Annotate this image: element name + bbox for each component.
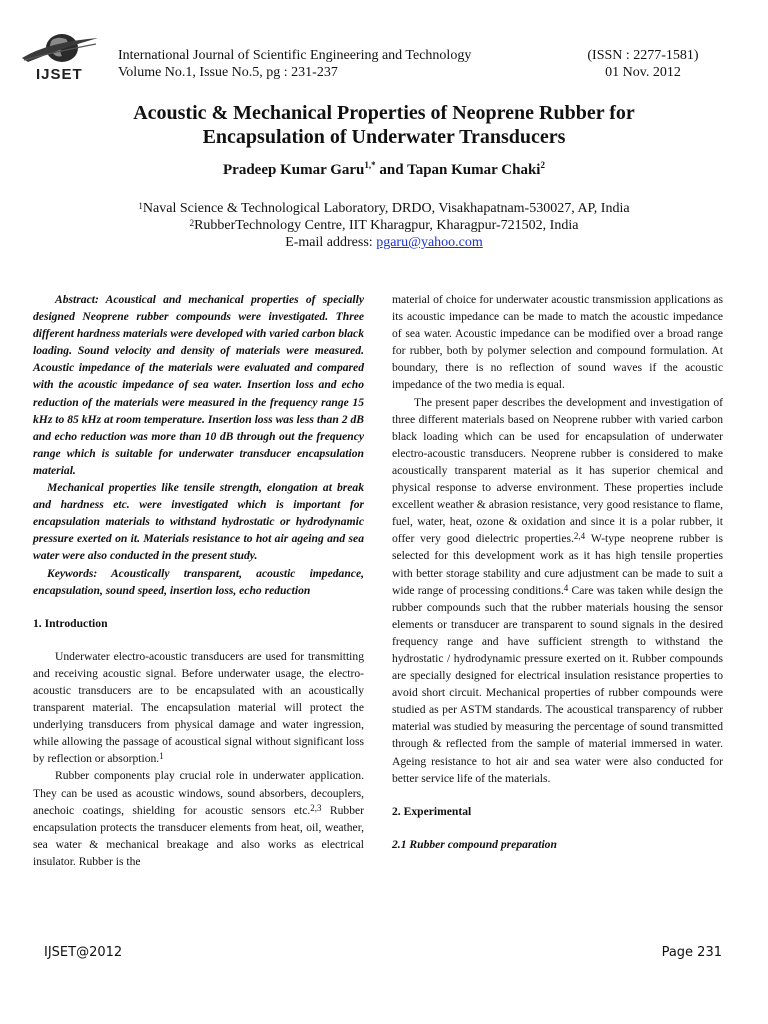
affiliations (60, 200, 708, 251)
issn: (ISSN : 2277-1581) (587, 48, 699, 63)
affiliation-1-marker: 1 (138, 201, 143, 211)
author-1: Pradeep Kumar Garu (223, 162, 365, 178)
abstract: Abstract: Acoustical and mechanical properties of specially designed Neoprene rubber compounds were investigated. Three different hardness materials were developed with varied carbon black loading. Sound velocity and density of materials were measured. Acoustic impedance of the materials were evaluated and compared with the acoustic impedance of sea water. Insertion loss and echo reduction of the materials were measured in the frequency range 15 kHz to 85 kHz at room temperature. Insertion loss was less than 2 dB and echo reduction was more than 10 dB through out the frequency range which is suitable for underwater transducer encapsulation material. (33, 293, 364, 477)
intro-paragraph-1 (33, 648, 364, 768)
page-header (0, 0, 768, 95)
paragraph-continuation: material of choice for underwater acoustic transmission applications as its acoustic impedance can be made to match the acoustic impedance of sea water. Acoustic impedance can be modified over a broad range for rubber, both by polymer selection and compound formulation. At boundary, there is no reflection of sound waves if the acoustic impedance of the two media is equal. (392, 293, 723, 392)
right-column (392, 291, 723, 853)
logo-text: IJSET (36, 66, 83, 83)
section-heading-experimental: 2. Experimental (392, 804, 472, 818)
journal-info (118, 47, 471, 81)
paragraph-present-paper (392, 394, 723, 787)
email-label: E-mail address: (285, 235, 377, 250)
title-line-1: Acoustic & Mechanical Properties of Neoprene Rubber for (133, 102, 635, 124)
author-list (60, 162, 708, 179)
affiliation-1 (60, 200, 708, 217)
affiliation-1-text: Naval Science & Technological Laboratory, DRDO, Visakhapatnam-530027, AP, India (142, 201, 630, 216)
issue-date: 01 Nov. 2012 (605, 65, 681, 80)
footer-copyright: IJSET@2012 (44, 945, 123, 960)
ijset-logo (18, 32, 102, 88)
journal-name: International Journal of Scientific Engineering and Technology (118, 48, 472, 63)
intro-p2-text-b: Rubber encapsulation protects the transducer elements from heat, oil, weather, sea water & mechanical breakage and also works as electrical insulator. Rubber is the (33, 803, 364, 868)
intro-paragraph-2 (33, 767, 364, 870)
left-column (33, 291, 364, 870)
title-line-2: Encapsulation of Underwater Transducers (202, 126, 566, 148)
author-joiner: and Tapan Kumar Chaki (375, 162, 541, 178)
issn-info (578, 47, 708, 81)
p2-text-b: W-type neoprene rubber is selected for this development work as it has high tensile properties with better storage stability and cure adjustment can be made to suit a wide range of processing conditions. (392, 532, 723, 597)
citation-marker: 2,3 (310, 802, 322, 813)
affiliation-2-marker: 2 (189, 218, 195, 228)
page-number: Page 231 (661, 945, 722, 960)
abstract-mechanical: Mechanical properties like tensile strength, elongation at break and hardness etc. were investigated which is important for encapsulation materials to withstand hydrostatic or hydrodynamic pressure exerted on it. Materials resistance to hot air ageing and sea water were also conducted in the present study. (33, 481, 364, 563)
author-2-affil: 2 (540, 160, 545, 170)
citation-marker: 2,4 (573, 531, 586, 542)
keywords: Keywords: Acoustically transparent, acoustic impedance, encapsulation, sound speed, insertion loss, echo reduction (33, 566, 364, 597)
journal-volume: Volume No.1, Issue No.5, pg : 231-237 (118, 65, 338, 80)
intro-p2-text-a: Rubber components play crucial role in underwater application. They can be used as acoustic windows, sound absorbers, decouplers, anechoic coatings, shielding for acoustic sensors etc. (33, 769, 364, 817)
citation-marker: 1 (159, 751, 164, 762)
affiliation-2 (60, 217, 708, 234)
p2-text-c: Care was taken while design the rubber compounds such that the rubber materials housing the sensor elements or transducer are transparent to sound signals in the desired frequency range and have sufficient strength to withstand the hydrostatic / hydrodynamic pressure exerted on it. Rubber compounds are specially designed for electrical insulation resistance properties to avoid short circuit. Mechanical properties of rubber compounds were studied as per ASTM standards. The acoustical transparency of rubber material was studied by measuring the percentage of sound transmitted through & reflected from the sample of material immersed in water. Ageing resistance to hot air and sea water were also conducted for better service life of the materials. (392, 583, 723, 785)
section-heading-introduction: 1. Introduction (33, 616, 108, 630)
affiliation-2-text: RubberTechnology Centre, IIT Kharagpur, Kharagpur-721502, India (194, 218, 579, 233)
intro-p1-text: Underwater electro-acoustic transducers are used for transmitting and receiving acoustic signal. Before underwater usage, the electro-acoustic transducers are to be encapsulated with an acoustically transparent material. The encapsulation material will protect the underlying transducers from physical damage and water ingression, while allowing the passage of acoustical signal without significant loss by reflection or absorption. (33, 649, 364, 766)
subsection-heading: 2.1 Rubber compound preparation (392, 837, 557, 851)
email-link[interactable]: pgaru@yahoo.com (376, 235, 483, 250)
citation-marker: 4 (563, 582, 569, 593)
author-1-affil: 1,* (364, 160, 376, 170)
paper-title (60, 101, 708, 149)
p2-text-a: The present paper describes the development and investigation of three different materials based on Neoprene rubber with varied carbon black loading which can be used for encapsulation of underwater electro-acoustic transducers. Neoprene rubber is considered to make acoustically transparent material as it has superior chemical and physical response to adverse environment. These properties include excellent weather & abrasion resistance, very good resistance to flame, fuel, water, heat, ozone & oxidation and since it is a polar rubber, it offer very good dielectric properties. (392, 395, 723, 546)
email-line (60, 234, 708, 251)
